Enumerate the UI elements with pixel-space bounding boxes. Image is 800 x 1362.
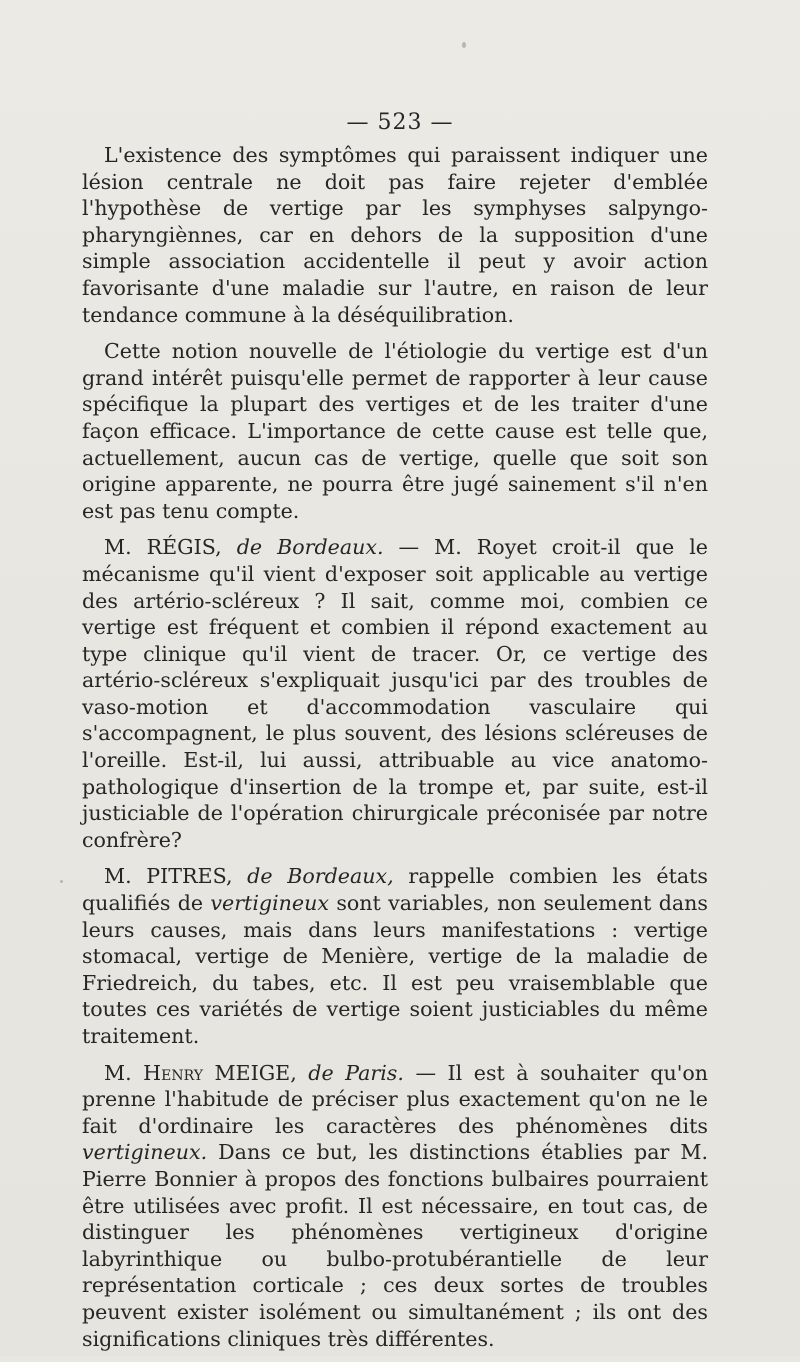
paragraph-4 — [82, 863, 708, 1049]
term-vertigineux-2: vertigineux. — [82, 1140, 208, 1165]
paper-speck — [60, 880, 63, 883]
paragraph-5 — [82, 1060, 708, 1353]
page-number: — 523 — — [346, 110, 454, 135]
speaker-regis: M. RÉGIS, — [104, 535, 222, 560]
paragraph-3 — [82, 534, 708, 853]
speaker-meige-prefix: M. — [104, 1060, 132, 1085]
paragraph-1-text: L'existence des symptômes qui paraissent indiquer une lésion centrale ne doit pas faire rejeter d'emblée l'hypothèse de vertige par les symphyses salpyngo-pharyngiènnes, car en dehors de la supposition d'une simple association accidentelle il peut y avoir action favorisante d'une maladie sur l'autre, en raison de leur tendance commune à la déséquilibration. — [82, 143, 708, 327]
paragraph-4-text-b: sont variables, non seulement dans leurs causes, mais dans leurs manifestations : vertige stomacal, vertige de Menière, vertige de la maladie de Friedreich, du tabes, etc. Il est peu vraisemblable que toutes ces variétés de vertige soient justiciables du même traitement. — [82, 891, 709, 1048]
paragraph-2-text: Cette notion nouvelle de l'étiologie du vertige est d'un grand intérêt puisqu'elle permet de rapporter à leur cause spécifique la plupart des vertiges et de les traiter d'une façon efficace. L'importance de cette cause est telle que, actuellement, aucun cas de vertige, quelle que soit son origine apparente, ne pourra être jugé sainement s'il n'en est pas tenu compte. — [82, 339, 708, 523]
paragraph-2 — [82, 338, 708, 524]
paragraph-1 — [82, 142, 708, 328]
body-text — [82, 142, 708, 1362]
paragraph-4-text-a: rappelle combien les états qualifiés de — [82, 864, 708, 916]
speaker-meige-last: MEIGE, — [214, 1060, 297, 1085]
paragraph-5-text-a: — Il est à souhaiter qu'on prenne l'habitude de préciser plus exactement qu'on ne le fait d'ordinaire les caractères des phénomènes dits — [82, 1060, 709, 1138]
paragraph-3-text: — M. Royet croit-il que le mécanisme qu'il vient d'exposer soit applicable au vertige des artério-scléreux ? Il sait, comme moi, combien ce vertige est fréquent et combien il répond exactement au type clinique qu'il vient de tracer. Or, ce vertige des artério-scléreux s'expliquait jusqu'ici par des troubles de vaso-motion et d'accommodation vasculaire qui s'accompagnent, le plus souvent, des lésions scléreuses de l'oreille. Est-il, lui aussi, attribuable au vice anatomo-pathologique d'insertion de la trompe et, par suite, est-il justiciable de l'opération chirurgicale préconisée par notre confrère? — [82, 535, 708, 852]
paper-speck — [462, 42, 466, 48]
speaker-pitres-place: de Bordeaux, — [247, 864, 394, 889]
speaker-meige-place: de Paris. — [308, 1060, 404, 1085]
paragraph-5-text-b: Dans ce but, les distinctions établies par M. Pierre Bonnier à propos des fonctions bulbaires pourraient être utilisées avec profit. Il est nécessaire, en tout cas, de distinguer les phénomènes vertigineux d'origine labyrinthique ou bulbo-protubérantielle de leur représentation corticale ; ces deux sortes de troubles peuvent exister isolément ou simultanément ; ils ont des significations cliniques très différentes. — [82, 1140, 708, 1351]
speaker-regis-place: de Bordeaux. — [236, 535, 384, 560]
speaker-pitres: M. PITRES, — [104, 864, 233, 889]
term-vertigineux: vertigineux — [210, 891, 330, 916]
speaker-meige-first: Henry — [143, 1060, 203, 1085]
